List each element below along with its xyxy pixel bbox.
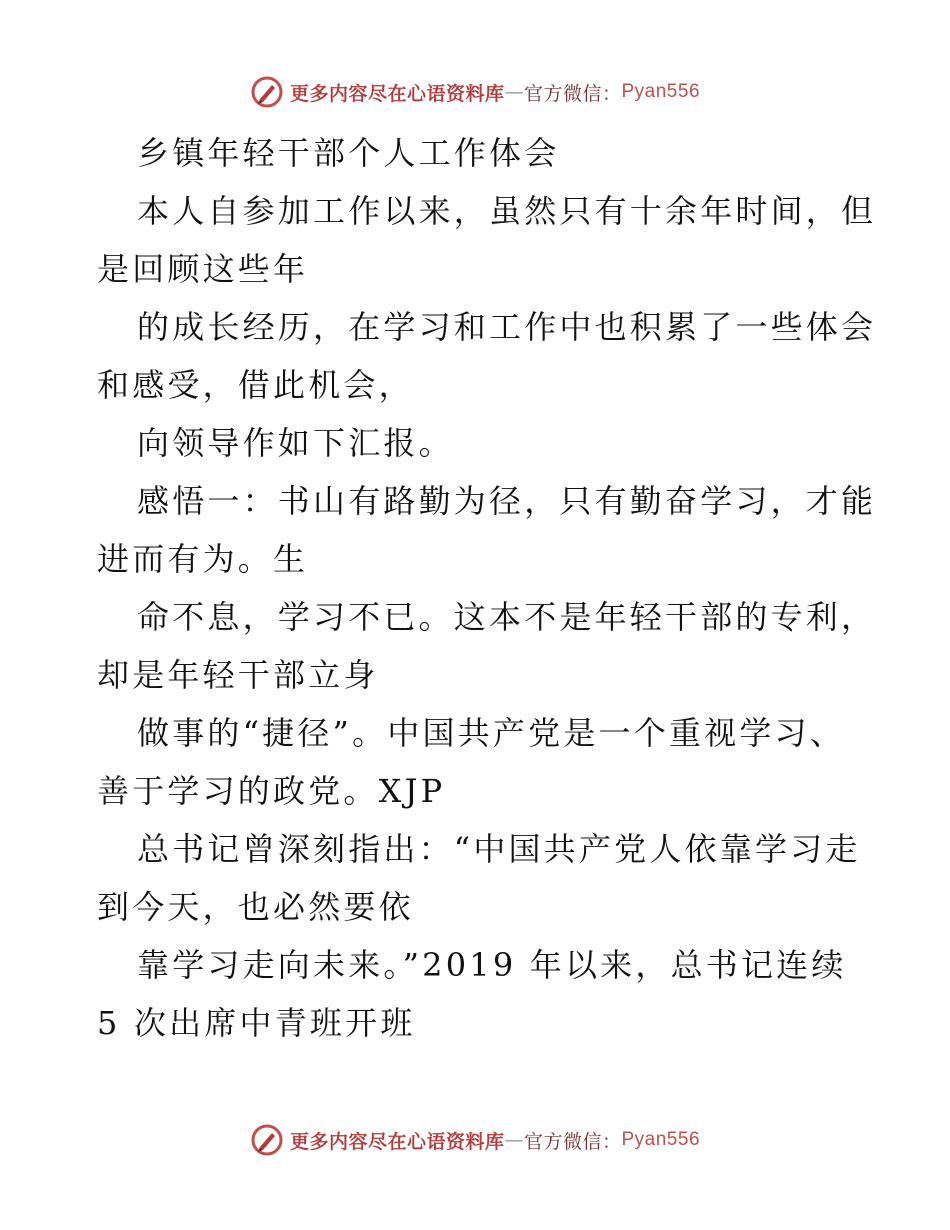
text-line: 的成长经历，在学习和工作中也积累了一些体会	[137, 308, 877, 346]
text-line: 本人自参加工作以来，虽然只有十余年时间，但	[137, 192, 877, 230]
footer-watermark	[0, 1120, 950, 1160]
watermark-separator: —	[504, 1129, 524, 1151]
text-line: 感悟一：书山有路勤为径，只有勤奋学习，才能	[137, 482, 877, 520]
text-line: 到今天，也必然要依	[97, 888, 414, 926]
watermark-main-text: 更多内容尽在心语资料库	[289, 82, 505, 105]
text-line: 总书记曾深刻指出：“中国共产党人依靠学习走	[137, 830, 861, 868]
header-watermark	[0, 72, 950, 112]
text-line: 靠学习走向未来。”2019 年以来，总书记连续	[137, 946, 847, 984]
text-line: 向领导作如下汇报。	[137, 424, 454, 462]
watermark-wechat-label: 官方微信：	[523, 1130, 622, 1153]
watermark-separator: —	[504, 81, 524, 103]
text-line: 做事的“捷径”。中国共产党是一个重视学习、	[137, 714, 845, 752]
watermark-wechat-id: Pyan556	[621, 81, 701, 102]
text-line: 善于学习的政党。XJP	[97, 772, 446, 810]
text-line: 和感受，借此机会，	[97, 366, 414, 404]
watermark-wechat-id: Pyan556	[621, 1129, 701, 1150]
text-line: 进而有为。生	[97, 540, 309, 578]
text-line: 却是年轻干部立身	[97, 656, 379, 694]
pen-logo-icon	[250, 1123, 284, 1157]
watermark-wechat-label: 官方微信：	[523, 82, 622, 105]
pen-logo-icon	[250, 75, 284, 109]
text-line: 5 次出席中青班开班	[97, 1004, 416, 1042]
document-title: 乡镇年轻干部个人工作体会	[137, 134, 560, 172]
text-line: 是回顾这些年	[97, 250, 309, 288]
document-body	[97, 124, 877, 1052]
watermark-main-text: 更多内容尽在心语资料库	[289, 1130, 505, 1153]
text-line: 命不息，学习不已。这本不是年轻干部的专利，	[137, 598, 877, 636]
